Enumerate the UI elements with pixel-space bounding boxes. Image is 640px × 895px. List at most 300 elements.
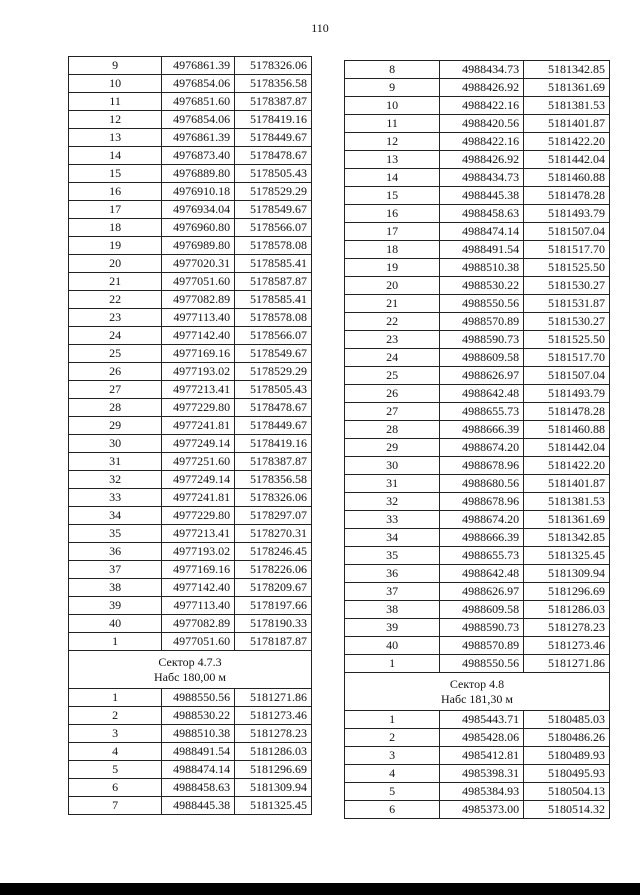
y-coordinate-cell: 5181517.70 — [524, 241, 610, 259]
x-coordinate-cell: 4976873.40 — [162, 147, 235, 165]
table-row — [345, 439, 610, 457]
x-coordinate-cell: 4988550.56 — [440, 655, 524, 673]
x-coordinate-cell: 4988474.14 — [440, 223, 524, 241]
y-coordinate-cell: 5181531.87 — [524, 295, 610, 313]
point-number-cell: 6 — [69, 779, 162, 797]
table-row — [69, 309, 312, 327]
x-coordinate-cell: 4977241.81 — [162, 489, 235, 507]
point-number-cell: 16 — [345, 205, 440, 223]
x-coordinate-cell: 4985412.81 — [440, 747, 524, 765]
point-number-cell: 34 — [345, 529, 440, 547]
point-number-cell: 31 — [345, 475, 440, 493]
table-row — [345, 169, 610, 187]
x-coordinate-cell: 4988434.73 — [440, 169, 524, 187]
y-coordinate-cell: 5181493.79 — [524, 205, 610, 223]
x-coordinate-cell: 4977213.41 — [162, 381, 235, 399]
sector-header — [345, 673, 610, 711]
x-coordinate-cell: 4988491.54 — [162, 743, 235, 761]
point-number-cell: 9 — [345, 79, 440, 97]
y-coordinate-cell: 5178387.87 — [235, 93, 312, 111]
x-coordinate-cell: 4988530.22 — [162, 707, 235, 725]
x-coordinate-cell: 4988445.38 — [162, 797, 235, 815]
x-coordinate-cell: 4977051.60 — [162, 273, 235, 291]
point-number-cell: 29 — [69, 417, 162, 435]
x-coordinate-cell: 4988666.39 — [440, 529, 524, 547]
table-row — [345, 655, 610, 673]
y-coordinate-cell: 5181273.46 — [524, 637, 610, 655]
point-number-cell: 14 — [345, 169, 440, 187]
x-coordinate-cell: 4976910.18 — [162, 183, 235, 201]
table-row — [69, 273, 312, 291]
x-coordinate-cell: 4988458.63 — [440, 205, 524, 223]
point-number-cell: 20 — [69, 255, 162, 273]
scan-edge — [0, 883, 640, 895]
point-number-cell: 32 — [345, 493, 440, 511]
point-number-cell: 9 — [69, 57, 162, 75]
point-number-cell: 16 — [69, 183, 162, 201]
point-number-cell: 1 — [345, 711, 440, 729]
table-row — [69, 725, 312, 743]
table-row — [69, 417, 312, 435]
x-coordinate-cell: 4985428.06 — [440, 729, 524, 747]
y-coordinate-cell: 5178419.16 — [235, 435, 312, 453]
y-coordinate-cell: 5178505.43 — [235, 165, 312, 183]
y-coordinate-cell: 5181381.53 — [524, 97, 610, 115]
y-coordinate-cell: 5178587.87 — [235, 273, 312, 291]
point-number-cell: 34 — [69, 507, 162, 525]
table-row — [69, 633, 312, 651]
y-coordinate-cell: 5181361.69 — [524, 79, 610, 97]
point-number-cell: 21 — [69, 273, 162, 291]
point-number-cell: 10 — [69, 75, 162, 93]
table-row — [345, 747, 610, 765]
table-row — [69, 453, 312, 471]
x-coordinate-cell: 4988626.97 — [440, 583, 524, 601]
y-coordinate-cell: 5178549.67 — [235, 345, 312, 363]
point-number-cell: 26 — [345, 385, 440, 403]
table-row — [69, 797, 312, 815]
y-coordinate-cell: 5180504.13 — [524, 783, 610, 801]
point-number-cell: 30 — [69, 435, 162, 453]
table-row — [69, 255, 312, 273]
x-coordinate-cell: 4988474.14 — [162, 761, 235, 779]
point-number-cell: 1 — [69, 633, 162, 651]
point-number-cell: 21 — [345, 295, 440, 313]
point-number-cell: 7 — [69, 797, 162, 815]
x-coordinate-cell: 4988570.89 — [440, 637, 524, 655]
x-coordinate-cell: 4976934.04 — [162, 201, 235, 219]
y-coordinate-cell: 5181422.20 — [524, 457, 610, 475]
y-coordinate-cell: 5180514.32 — [524, 801, 610, 819]
sector-header — [69, 651, 312, 689]
y-coordinate-cell: 5181286.03 — [235, 743, 312, 761]
y-coordinate-cell: 5181309.94 — [235, 779, 312, 797]
point-number-cell: 2 — [345, 729, 440, 747]
sector-header-row — [345, 673, 610, 711]
table-row — [345, 565, 610, 583]
table-row — [69, 291, 312, 309]
y-coordinate-cell: 5178270.31 — [235, 525, 312, 543]
table-row — [345, 115, 610, 133]
sector-elevation: Набс 181,30 м — [440, 691, 514, 706]
table-row — [69, 147, 312, 165]
y-coordinate-cell: 5181309.94 — [524, 565, 610, 583]
table-row — [345, 529, 610, 547]
y-coordinate-cell: 5178326.06 — [235, 57, 312, 75]
point-number-cell: 22 — [69, 291, 162, 309]
table-row — [69, 183, 312, 201]
point-number-cell: 30 — [345, 457, 440, 475]
point-number-cell: 18 — [69, 219, 162, 237]
table-row — [69, 363, 312, 381]
table-row — [345, 765, 610, 783]
y-coordinate-cell: 5181361.69 — [524, 511, 610, 529]
y-coordinate-cell: 5181460.88 — [524, 421, 610, 439]
y-coordinate-cell: 5181286.03 — [524, 601, 610, 619]
x-coordinate-cell: 4976861.39 — [162, 57, 235, 75]
sector-elevation: Набс 180,00 м — [153, 669, 227, 684]
table-row — [69, 129, 312, 147]
x-coordinate-cell: 4976851.60 — [162, 93, 235, 111]
table-row — [345, 601, 610, 619]
y-coordinate-cell: 5178585.41 — [235, 291, 312, 309]
y-coordinate-cell: 5181525.50 — [524, 331, 610, 349]
y-coordinate-cell: 5181381.53 — [524, 493, 610, 511]
table-row — [345, 277, 610, 295]
table-row — [69, 327, 312, 345]
x-coordinate-cell: 4976889.80 — [162, 165, 235, 183]
point-number-cell: 24 — [345, 349, 440, 367]
point-number-cell: 14 — [69, 147, 162, 165]
table-row — [345, 259, 610, 277]
point-number-cell: 20 — [345, 277, 440, 295]
point-number-cell: 28 — [345, 421, 440, 439]
x-coordinate-cell: 4977020.31 — [162, 255, 235, 273]
point-number-cell: 22 — [345, 313, 440, 331]
point-number-cell: 12 — [345, 133, 440, 151]
table-row — [345, 619, 610, 637]
x-coordinate-cell: 4988609.58 — [440, 349, 524, 367]
x-coordinate-cell: 4988678.96 — [440, 457, 524, 475]
table-row — [69, 93, 312, 111]
coordinates-table-left — [68, 56, 312, 815]
y-coordinate-cell: 5178356.58 — [235, 471, 312, 489]
x-coordinate-cell: 4985398.31 — [440, 765, 524, 783]
x-coordinate-cell: 4977142.40 — [162, 579, 235, 597]
point-number-cell: 25 — [345, 367, 440, 385]
table-row — [345, 637, 610, 655]
x-coordinate-cell: 4988510.38 — [440, 259, 524, 277]
point-number-cell: 40 — [345, 637, 440, 655]
y-coordinate-cell: 5181325.45 — [235, 797, 312, 815]
point-number-cell: 12 — [69, 111, 162, 129]
y-coordinate-cell: 5178449.67 — [235, 129, 312, 147]
x-coordinate-cell: 4988609.58 — [440, 601, 524, 619]
table-row — [345, 511, 610, 529]
table-row — [345, 133, 610, 151]
x-coordinate-cell: 4985443.71 — [440, 711, 524, 729]
y-coordinate-cell: 5181478.28 — [524, 187, 610, 205]
y-coordinate-cell: 5181278.23 — [235, 725, 312, 743]
x-coordinate-cell: 4977249.14 — [162, 471, 235, 489]
sector-title: Сектор 4.7.3 — [158, 654, 222, 669]
point-number-cell: 4 — [69, 743, 162, 761]
point-number-cell: 17 — [69, 201, 162, 219]
point-number-cell: 25 — [69, 345, 162, 363]
point-number-cell: 26 — [69, 363, 162, 381]
x-coordinate-cell: 4976989.80 — [162, 237, 235, 255]
table-row — [345, 331, 610, 349]
y-coordinate-cell: 5178478.67 — [235, 399, 312, 417]
x-coordinate-cell: 4988678.96 — [440, 493, 524, 511]
table-row — [345, 295, 610, 313]
point-number-cell: 13 — [69, 129, 162, 147]
y-coordinate-cell: 5181422.20 — [524, 133, 610, 151]
y-coordinate-cell: 5181442.04 — [524, 439, 610, 457]
y-coordinate-cell: 5181401.87 — [524, 115, 610, 133]
x-coordinate-cell: 4977229.80 — [162, 399, 235, 417]
x-coordinate-cell: 4988655.73 — [440, 403, 524, 421]
y-coordinate-cell: 5181325.45 — [524, 547, 610, 565]
x-coordinate-cell: 4988445.38 — [440, 187, 524, 205]
table-row — [345, 421, 610, 439]
table-row — [69, 435, 312, 453]
table-row — [345, 241, 610, 259]
table-row — [69, 75, 312, 93]
x-coordinate-cell: 4985384.93 — [440, 783, 524, 801]
point-number-cell: 33 — [69, 489, 162, 507]
point-number-cell: 24 — [69, 327, 162, 345]
y-coordinate-cell: 5178478.67 — [235, 147, 312, 165]
y-coordinate-cell: 5178187.87 — [235, 633, 312, 651]
table-row — [345, 403, 610, 421]
y-coordinate-cell: 5178529.29 — [235, 363, 312, 381]
point-number-cell: 35 — [345, 547, 440, 565]
point-number-cell: 35 — [69, 525, 162, 543]
table-row — [69, 381, 312, 399]
x-coordinate-cell: 4988458.63 — [162, 779, 235, 797]
x-coordinate-cell: 4977229.80 — [162, 507, 235, 525]
point-number-cell: 36 — [345, 565, 440, 583]
x-coordinate-cell: 4988674.20 — [440, 439, 524, 457]
x-coordinate-cell: 4988550.56 — [162, 689, 235, 707]
table-row — [69, 743, 312, 761]
y-coordinate-cell: 5178578.08 — [235, 309, 312, 327]
point-number-cell: 10 — [345, 97, 440, 115]
page-number: 110 — [311, 21, 329, 35]
point-number-cell: 5 — [345, 783, 440, 801]
point-number-cell: 4 — [345, 765, 440, 783]
x-coordinate-cell: 4977241.81 — [162, 417, 235, 435]
y-coordinate-cell: 5181530.27 — [524, 313, 610, 331]
y-coordinate-cell: 5180489.93 — [524, 747, 610, 765]
y-coordinate-cell: 5178356.58 — [235, 75, 312, 93]
table-row — [69, 561, 312, 579]
x-coordinate-cell: 4988422.16 — [440, 97, 524, 115]
y-coordinate-cell: 5180485.03 — [524, 711, 610, 729]
table-row — [345, 223, 610, 241]
table-row — [69, 399, 312, 417]
x-coordinate-cell: 4977113.40 — [162, 309, 235, 327]
y-coordinate-cell: 5181342.85 — [524, 529, 610, 547]
point-number-cell: 17 — [345, 223, 440, 241]
y-coordinate-cell: 5181460.88 — [524, 169, 610, 187]
x-coordinate-cell: 4988666.39 — [440, 421, 524, 439]
y-coordinate-cell: 5178449.67 — [235, 417, 312, 435]
point-number-cell: 31 — [69, 453, 162, 471]
point-number-cell: 2 — [69, 707, 162, 725]
y-coordinate-cell: 5178585.41 — [235, 255, 312, 273]
point-number-cell: 36 — [69, 543, 162, 561]
table-row — [345, 729, 610, 747]
table-row — [69, 761, 312, 779]
point-number-cell: 6 — [345, 801, 440, 819]
table-row — [345, 475, 610, 493]
point-number-cell: 8 — [345, 61, 440, 79]
y-coordinate-cell: 5181271.86 — [235, 689, 312, 707]
y-coordinate-cell: 5181401.87 — [524, 475, 610, 493]
point-number-cell: 3 — [69, 725, 162, 743]
y-coordinate-cell: 5181517.70 — [524, 349, 610, 367]
point-number-cell: 18 — [345, 241, 440, 259]
y-coordinate-cell: 5181507.04 — [524, 223, 610, 241]
x-coordinate-cell: 4988491.54 — [440, 241, 524, 259]
x-coordinate-cell: 4977082.89 — [162, 291, 235, 309]
point-number-cell: 1 — [69, 689, 162, 707]
x-coordinate-cell: 4977051.60 — [162, 633, 235, 651]
point-number-cell: 37 — [69, 561, 162, 579]
x-coordinate-cell: 4977113.40 — [162, 597, 235, 615]
x-coordinate-cell: 4977249.14 — [162, 435, 235, 453]
table-row — [345, 457, 610, 475]
x-coordinate-cell: 4988530.22 — [440, 277, 524, 295]
table-row — [345, 493, 610, 511]
x-coordinate-cell: 4988510.38 — [162, 725, 235, 743]
x-coordinate-cell: 4988422.16 — [440, 133, 524, 151]
point-number-cell: 15 — [69, 165, 162, 183]
table-row — [69, 237, 312, 255]
y-coordinate-cell: 5181296.69 — [235, 761, 312, 779]
table-row — [345, 187, 610, 205]
table-row — [69, 345, 312, 363]
table-row — [345, 547, 610, 565]
point-number-cell: 11 — [345, 115, 440, 133]
table-row — [69, 57, 312, 75]
point-number-cell: 23 — [69, 309, 162, 327]
y-coordinate-cell: 5178505.43 — [235, 381, 312, 399]
table-row — [69, 219, 312, 237]
x-coordinate-cell: 4976861.39 — [162, 129, 235, 147]
x-coordinate-cell: 4988590.73 — [440, 619, 524, 637]
y-coordinate-cell: 5181507.04 — [524, 367, 610, 385]
coordinates-table-right — [344, 60, 610, 819]
x-coordinate-cell: 4977213.41 — [162, 525, 235, 543]
y-coordinate-cell: 5178387.87 — [235, 453, 312, 471]
table-row — [69, 471, 312, 489]
point-number-cell: 40 — [69, 615, 162, 633]
y-coordinate-cell: 5181296.69 — [524, 583, 610, 601]
x-coordinate-cell: 4988426.92 — [440, 151, 524, 169]
table-row — [69, 201, 312, 219]
table-row — [69, 165, 312, 183]
y-coordinate-cell: 5181278.23 — [524, 619, 610, 637]
y-coordinate-cell: 5181493.79 — [524, 385, 610, 403]
point-number-cell: 37 — [345, 583, 440, 601]
point-number-cell: 39 — [345, 619, 440, 637]
point-number-cell: 19 — [69, 237, 162, 255]
table-row — [69, 615, 312, 633]
point-number-cell: 5 — [69, 761, 162, 779]
table-row — [345, 367, 610, 385]
table-row — [345, 385, 610, 403]
y-coordinate-cell: 5178246.45 — [235, 543, 312, 561]
y-coordinate-cell: 5181530.27 — [524, 277, 610, 295]
x-coordinate-cell: 4985373.00 — [440, 801, 524, 819]
point-number-cell: 23 — [345, 331, 440, 349]
y-coordinate-cell: 5181525.50 — [524, 259, 610, 277]
table-row — [69, 689, 312, 707]
point-number-cell: 27 — [69, 381, 162, 399]
point-number-cell: 32 — [69, 471, 162, 489]
point-number-cell: 15 — [345, 187, 440, 205]
table-row — [345, 349, 610, 367]
x-coordinate-cell: 4977193.02 — [162, 363, 235, 381]
table-row — [345, 151, 610, 169]
x-coordinate-cell: 4976854.06 — [162, 75, 235, 93]
y-coordinate-cell: 5178566.07 — [235, 327, 312, 345]
table-row — [69, 579, 312, 597]
table-row — [345, 711, 610, 729]
x-coordinate-cell: 4988570.89 — [440, 313, 524, 331]
point-number-cell: 1 — [345, 655, 440, 673]
y-coordinate-cell: 5178529.29 — [235, 183, 312, 201]
y-coordinate-cell: 5180486.26 — [524, 729, 610, 747]
table-row — [69, 525, 312, 543]
table-row — [345, 313, 610, 331]
y-coordinate-cell: 5181478.28 — [524, 403, 610, 421]
point-number-cell: 3 — [345, 747, 440, 765]
x-coordinate-cell: 4977082.89 — [162, 615, 235, 633]
point-number-cell: 13 — [345, 151, 440, 169]
x-coordinate-cell: 4988434.73 — [440, 61, 524, 79]
table-row — [69, 707, 312, 725]
y-coordinate-cell: 5178197.66 — [235, 597, 312, 615]
sector-header-row — [69, 651, 312, 689]
point-number-cell: 28 — [69, 399, 162, 417]
x-coordinate-cell: 4988642.48 — [440, 385, 524, 403]
y-coordinate-cell: 5178419.16 — [235, 111, 312, 129]
x-coordinate-cell: 4976854.06 — [162, 111, 235, 129]
table-row — [345, 783, 610, 801]
x-coordinate-cell: 4977251.60 — [162, 453, 235, 471]
table-row — [345, 205, 610, 223]
y-coordinate-cell: 5178566.07 — [235, 219, 312, 237]
table-row — [345, 97, 610, 115]
table-row — [69, 779, 312, 797]
point-number-cell: 38 — [69, 579, 162, 597]
point-number-cell: 11 — [69, 93, 162, 111]
y-coordinate-cell: 5178549.67 — [235, 201, 312, 219]
point-number-cell: 19 — [345, 259, 440, 277]
x-coordinate-cell: 4976960.80 — [162, 219, 235, 237]
table-row — [345, 79, 610, 97]
x-coordinate-cell: 4988420.56 — [440, 115, 524, 133]
table-row — [69, 111, 312, 129]
y-coordinate-cell: 5178297.07 — [235, 507, 312, 525]
x-coordinate-cell: 4988642.48 — [440, 565, 524, 583]
point-number-cell: 29 — [345, 439, 440, 457]
y-coordinate-cell: 5178209.67 — [235, 579, 312, 597]
